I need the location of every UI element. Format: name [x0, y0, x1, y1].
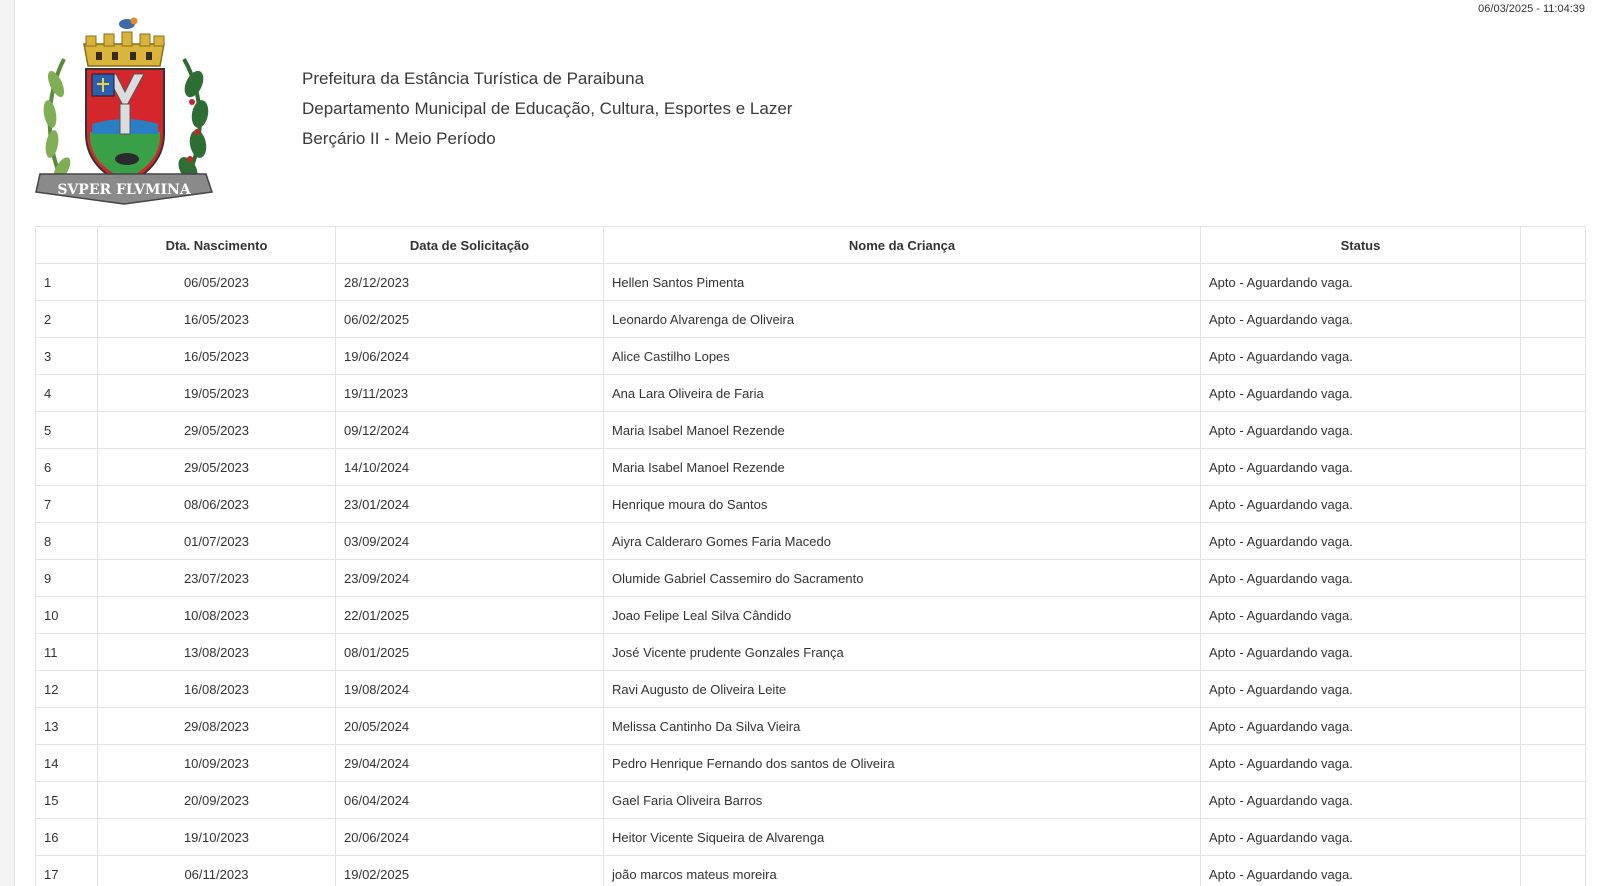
- row-extra-cell: [1521, 264, 1586, 301]
- col-header-birth-date[interactable]: Dta. Nascimento: [98, 227, 336, 264]
- waitlist-table-container: [35, 226, 1585, 886]
- row-request-date: 20/05/2024: [336, 708, 604, 745]
- row-birth-date: 19/05/2023: [98, 375, 336, 412]
- row-child-name: Heitor Vicente Siqueira de Alvarenga: [604, 819, 1201, 856]
- row-child-name: Ravi Augusto de Oliveira Leite: [604, 671, 1201, 708]
- row-extra-cell: [1521, 560, 1586, 597]
- row-number: 11: [36, 634, 98, 671]
- row-request-date: 03/09/2024: [336, 523, 604, 560]
- row-child-name: Hellen Santos Pimenta: [604, 264, 1201, 301]
- row-child-name: Olumide Gabriel Cassemiro do Sacramento: [604, 560, 1201, 597]
- row-birth-date: 16/05/2023: [98, 301, 336, 338]
- table-row: [36, 856, 1586, 886]
- row-birth-date: 23/07/2023: [98, 560, 336, 597]
- row-request-date: 29/04/2024: [336, 745, 604, 782]
- row-number: 13: [36, 708, 98, 745]
- row-birth-date: 16/08/2023: [98, 671, 336, 708]
- row-number: 7: [36, 486, 98, 523]
- row-number: 14: [36, 745, 98, 782]
- row-child-name: Leonardo Alvarenga de Oliveira: [604, 301, 1201, 338]
- row-request-date: 19/02/2025: [336, 856, 604, 886]
- row-extra-cell: [1521, 301, 1586, 338]
- row-number: 17: [36, 856, 98, 886]
- header-municipality: Prefeitura da Estância Turística de Paraibuna: [302, 69, 645, 88]
- row-status: Apto - Aguardando vaga.: [1201, 264, 1521, 301]
- row-request-date: 08/01/2025: [336, 634, 604, 671]
- row-birth-date: 13/08/2023: [98, 634, 336, 671]
- row-status: Apto - Aguardando vaga.: [1201, 745, 1521, 782]
- row-request-date: 23/09/2024: [336, 560, 604, 597]
- row-status: Apto - Aguardando vaga.: [1201, 597, 1521, 634]
- row-request-date: 09/12/2024: [336, 412, 604, 449]
- print-timestamp: 06/03/2025 - 11:04:39: [1478, 3, 1585, 15]
- row-number: 8: [36, 523, 98, 560]
- row-request-date: 28/12/2023: [336, 264, 604, 301]
- table-row: [36, 560, 1586, 597]
- row-birth-date: 10/09/2023: [98, 745, 336, 782]
- row-number: 10: [36, 597, 98, 634]
- row-status: Apto - Aguardando vaga.: [1201, 412, 1521, 449]
- table-row: [36, 708, 1586, 745]
- table-body: [36, 264, 1586, 886]
- table-row: [36, 523, 1586, 560]
- row-request-date: 20/06/2024: [336, 819, 604, 856]
- table-row: [36, 412, 1586, 449]
- row-request-date: 06/02/2025: [336, 301, 604, 338]
- row-birth-date: 06/11/2023: [98, 856, 336, 886]
- table-row: [36, 301, 1586, 338]
- left-rail: [0, 0, 15, 886]
- row-birth-date: 01/07/2023: [98, 523, 336, 560]
- row-extra-cell: [1521, 523, 1586, 560]
- col-header-status[interactable]: Status: [1201, 227, 1521, 264]
- col-header-child-name[interactable]: Nome da Criança: [604, 227, 1201, 264]
- row-request-date: 23/01/2024: [336, 486, 604, 523]
- row-request-date: 06/04/2024: [336, 782, 604, 819]
- table-row: [36, 264, 1586, 301]
- row-extra-cell: [1521, 449, 1586, 486]
- row-status: Apto - Aguardando vaga.: [1201, 708, 1521, 745]
- row-extra-cell: [1521, 597, 1586, 634]
- report-header: [302, 64, 792, 154]
- table-row: [36, 486, 1586, 523]
- row-status: Apto - Aguardando vaga.: [1201, 819, 1521, 856]
- table-row: [36, 449, 1586, 486]
- row-birth-date: 29/08/2023: [98, 708, 336, 745]
- table-row: [36, 375, 1586, 412]
- row-birth-date: 29/05/2023: [98, 449, 336, 486]
- row-birth-date: 08/06/2023: [98, 486, 336, 523]
- row-extra-cell: [1521, 856, 1586, 886]
- header-department: Departamento Municipal de Educação, Cultura, Esportes e Lazer: [302, 99, 793, 118]
- row-number: 12: [36, 671, 98, 708]
- row-birth-date: 19/10/2023: [98, 819, 336, 856]
- row-child-name: Ana Lara Oliveira de Faria: [604, 375, 1201, 412]
- row-status: Apto - Aguardando vaga.: [1201, 301, 1521, 338]
- row-request-date: 19/06/2024: [336, 338, 604, 375]
- row-birth-date: 06/05/2023: [98, 264, 336, 301]
- row-request-date: 14/10/2024: [336, 449, 604, 486]
- row-status: Apto - Aguardando vaga.: [1201, 671, 1521, 708]
- row-extra-cell: [1521, 375, 1586, 412]
- row-number: 16: [36, 819, 98, 856]
- table-header-row: [36, 227, 1586, 264]
- row-number: 1: [36, 264, 98, 301]
- row-extra-cell: [1521, 708, 1586, 745]
- row-child-name: Henrique moura do Santos: [604, 486, 1201, 523]
- table-row: [36, 634, 1586, 671]
- city-coat-of-arms-logo: [34, 14, 214, 214]
- row-number: 3: [36, 338, 98, 375]
- row-number: 9: [36, 560, 98, 597]
- row-birth-date: 16/05/2023: [98, 338, 336, 375]
- row-status: Apto - Aguardando vaga.: [1201, 523, 1521, 560]
- row-request-date: 19/08/2024: [336, 671, 604, 708]
- row-status: Apto - Aguardando vaga.: [1201, 449, 1521, 486]
- row-extra-cell: [1521, 412, 1586, 449]
- header-class-title: Berçário II - Meio Período: [302, 129, 496, 148]
- row-status: Apto - Aguardando vaga.: [1201, 856, 1521, 886]
- row-extra-cell: [1521, 338, 1586, 375]
- row-number: 6: [36, 449, 98, 486]
- row-number: 15: [36, 782, 98, 819]
- row-child-name: Melissa Cantinho Da Silva Vieira: [604, 708, 1201, 745]
- table-row: [36, 597, 1586, 634]
- row-number: 5: [36, 412, 98, 449]
- table-row: [36, 745, 1586, 782]
- logo-motto: SVPER FLVMINA: [57, 182, 191, 198]
- row-extra-cell: [1521, 745, 1586, 782]
- row-number: 2: [36, 301, 98, 338]
- row-status: Apto - Aguardando vaga.: [1201, 634, 1521, 671]
- row-extra-cell: [1521, 819, 1586, 856]
- row-status: Apto - Aguardando vaga.: [1201, 486, 1521, 523]
- row-status: Apto - Aguardando vaga.: [1201, 375, 1521, 412]
- table-row: [36, 338, 1586, 375]
- row-status: Apto - Aguardando vaga.: [1201, 338, 1521, 375]
- row-birth-date: 10/08/2023: [98, 597, 336, 634]
- table-row: [36, 819, 1586, 856]
- row-request-date: 22/01/2025: [336, 597, 604, 634]
- row-child-name: José Vicente prudente Gonzales França: [604, 634, 1201, 671]
- row-extra-cell: [1521, 634, 1586, 671]
- row-child-name: joão marcos mateus moreira: [604, 856, 1201, 886]
- col-header-extra: [1521, 227, 1586, 264]
- row-number: 4: [36, 375, 98, 412]
- row-extra-cell: [1521, 782, 1586, 819]
- row-child-name: Joao Felipe Leal Silva Cândido: [604, 597, 1201, 634]
- row-extra-cell: [1521, 486, 1586, 523]
- row-child-name: Alice Castilho Lopes: [604, 338, 1201, 375]
- row-status: Apto - Aguardando vaga.: [1201, 782, 1521, 819]
- table-row: [36, 782, 1586, 819]
- row-child-name: Pedro Henrique Fernando dos santos de Oliveira: [604, 745, 1201, 782]
- row-child-name: Aiyra Calderaro Gomes Faria Macedo: [604, 523, 1201, 560]
- col-header-number: [36, 227, 98, 264]
- row-child-name: Maria Isabel Manoel Rezende: [604, 412, 1201, 449]
- waitlist-table: [35, 226, 1586, 886]
- col-header-request-date[interactable]: Data de Solicitação: [336, 227, 604, 264]
- row-birth-date: 20/09/2023: [98, 782, 336, 819]
- table-row: [36, 671, 1586, 708]
- row-status: Apto - Aguardando vaga.: [1201, 560, 1521, 597]
- row-child-name: Gael Faria Oliveira Barros: [604, 782, 1201, 819]
- row-child-name: Maria Isabel Manoel Rezende: [604, 449, 1201, 486]
- row-request-date: 19/11/2023: [336, 375, 604, 412]
- row-birth-date: 29/05/2023: [98, 412, 336, 449]
- row-extra-cell: [1521, 671, 1586, 708]
